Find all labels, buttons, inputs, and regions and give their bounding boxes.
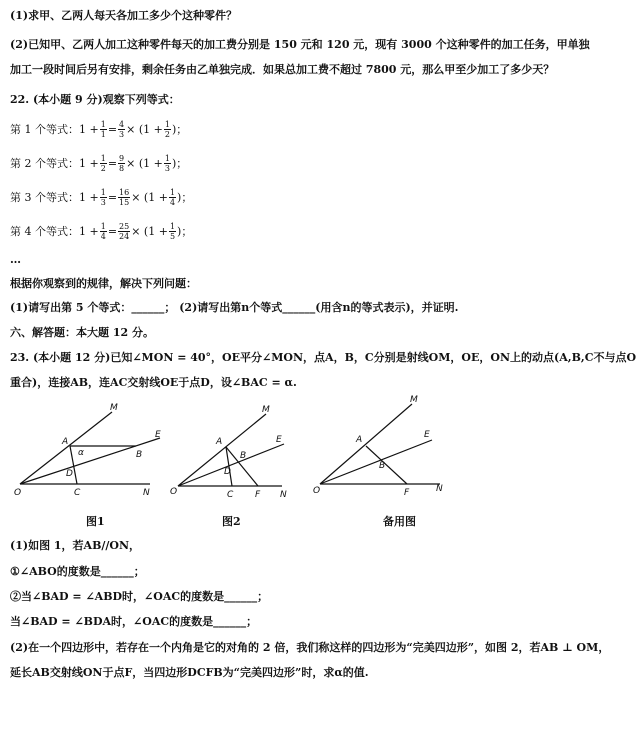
equation-label: 第 4 个等式： bbox=[10, 224, 79, 238]
spare-label-n: N bbox=[436, 484, 443, 494]
fraction: $\frac{1}{4}$ bbox=[100, 222, 106, 241]
q23-p2-line1: (2)在一个四边形中，若存在一个内角是它的对角的 2 倍，我们称这样的四边形为“完美四边形”，如图 2，若AB ⊥ OM， bbox=[10, 641, 610, 654]
ellipsis: … bbox=[10, 253, 21, 266]
figure-spare-caption: 备用图 bbox=[383, 515, 416, 528]
fig2-label-e: E bbox=[276, 435, 282, 445]
equation-lead: 1 + bbox=[79, 122, 99, 136]
figure-1 bbox=[20, 412, 160, 484]
spare-label-m: M bbox=[410, 395, 418, 405]
q23-p1b: ②当∠BAD = ∠ABD时，∠OAC的度数是______； bbox=[10, 590, 269, 603]
fig1-label-a: A bbox=[62, 437, 69, 447]
q23-p1c: 当∠BAD = ∠BDA时，∠OAC的度数是______； bbox=[10, 615, 258, 628]
q22-instruction: 根据你观察到的规律，解决下列问题： bbox=[10, 277, 197, 290]
fig2-label-m: M bbox=[262, 405, 270, 415]
fraction: $\frac{16}{15}$ bbox=[119, 188, 130, 207]
fraction: $\frac{9}{8}$ bbox=[119, 154, 125, 173]
q21-part1: (1)求甲、乙两人每天各加工多少个这种零件？ bbox=[10, 9, 238, 22]
equation-2: 第 2 个等式： 1 + $\frac{1}{2}$ = $\frac{9}{8}$ × (1 + $\frac{1}{3}$ )； bbox=[10, 154, 188, 173]
equation-4: 第 4 个等式： 1 + $\frac{1}{4}$ = $\frac{25}{24}$ × (1 + $\frac{1}{5}$ )； bbox=[10, 222, 193, 241]
equation-label: 第 1 个等式： bbox=[10, 122, 79, 136]
fraction: $\frac{25}{24}$ bbox=[119, 222, 130, 241]
q23-line1: 23. (本小题 12 分)已知∠MON = 40°，OE平分∠MON，点A，B，C分别是射线OM，OE，ON上的动点(A,B,C不与点O bbox=[10, 351, 637, 364]
q21-part2-line2: 加工一段时间后另有安排，剩余任务由乙单独完成．如果总加工费不超过 7800 元，那么甲至少加工了多少天？ bbox=[10, 63, 555, 76]
spare-label-o: O bbox=[313, 486, 321, 496]
figure-spare bbox=[320, 404, 440, 484]
fraction: $\frac{1}{3}$ bbox=[100, 188, 106, 207]
spare-label-e: E bbox=[424, 430, 430, 440]
fraction: $\frac{1}{4}$ bbox=[169, 188, 176, 207]
q21-part2-line1: (2)已知甲、乙两人加工这种零件每天的加工费分别是 150 元和 120 元，现有 3000 个这种零件的加工任务，甲单独 bbox=[10, 38, 590, 51]
ray-oe bbox=[20, 438, 160, 484]
equation-label: 第 2 个等式： bbox=[10, 156, 79, 170]
fig1-label-m: M bbox=[110, 403, 118, 413]
fig2-label-n: N bbox=[280, 490, 287, 500]
spare-label-f: F bbox=[404, 488, 410, 498]
fig1-label-d: D bbox=[66, 469, 73, 479]
fig1-label-b: B bbox=[136, 450, 143, 460]
fraction: $\frac{4}{3}$ bbox=[119, 120, 125, 139]
fig1-label-alpha: α bbox=[78, 448, 84, 458]
q23-line2: 重合)，连接AB，连AC交射线OE于点D，设∠BAC = α. bbox=[10, 376, 297, 389]
fig1-label-c: C bbox=[74, 488, 81, 498]
q22-tasks: (1)请写出第 5 个等式：______； (2)请写出第n个等式______(用含n的等式表示)，并证明. bbox=[10, 301, 459, 314]
q23-p1: (1)如图 1，若AB//ON， bbox=[10, 539, 141, 552]
fig2-label-o: O bbox=[170, 487, 178, 497]
fig2-label-d: D bbox=[224, 467, 231, 477]
q22-header: 22. (本小题 9 分)观察下列等式： bbox=[10, 93, 180, 106]
section-six-heading: 六、解答题：本大题 12 分。 bbox=[10, 326, 154, 339]
spare-label-a: A bbox=[356, 435, 363, 445]
figure-2-caption: 图2 bbox=[222, 515, 241, 528]
fraction: $\frac{1}{2}$ bbox=[100, 154, 106, 173]
equation-label: 第 3 个等式： bbox=[10, 190, 79, 204]
fig1-label-n: N bbox=[143, 488, 150, 498]
equation-3: 第 3 个等式： 1 + $\frac{1}{3}$ = $\frac{16}{15}$ × (1 + $\frac{1}{4}$ )； bbox=[10, 188, 193, 207]
equation-1: 第 1 个等式： 1 + $\frac{1}{1}$ = $\frac{4}{3}$ × (1 + $\frac{1}{2}$ )； bbox=[10, 120, 188, 139]
q23-p1a: ①∠ABO的度数是______； bbox=[10, 565, 145, 578]
fraction: $\frac{1}{5}$ bbox=[169, 222, 176, 241]
fig1-label-o: O bbox=[14, 488, 22, 498]
fig2-label-c: C bbox=[227, 490, 234, 500]
fraction: $\frac{1}{1}$ bbox=[100, 120, 106, 139]
figure-2 bbox=[178, 414, 284, 486]
ray-om bbox=[320, 404, 412, 484]
figure-1-caption: 图1 bbox=[86, 515, 105, 528]
fig2-label-f: F bbox=[255, 490, 261, 500]
fraction: $\frac{1}{3}$ bbox=[164, 154, 170, 173]
fig2-label-b: B bbox=[240, 451, 247, 461]
fraction: $\frac{1}{2}$ bbox=[164, 120, 170, 139]
q23-p2-line2: 延长AB交射线ON于点F，当四边形DCFB为“完美四边形”时，求α的值. bbox=[10, 666, 369, 679]
fig2-label-a: A bbox=[216, 437, 223, 447]
spare-label-b: B bbox=[379, 461, 386, 471]
fig1-label-e: E bbox=[155, 430, 161, 440]
ray-oe bbox=[320, 440, 432, 484]
ray-om bbox=[178, 414, 266, 486]
